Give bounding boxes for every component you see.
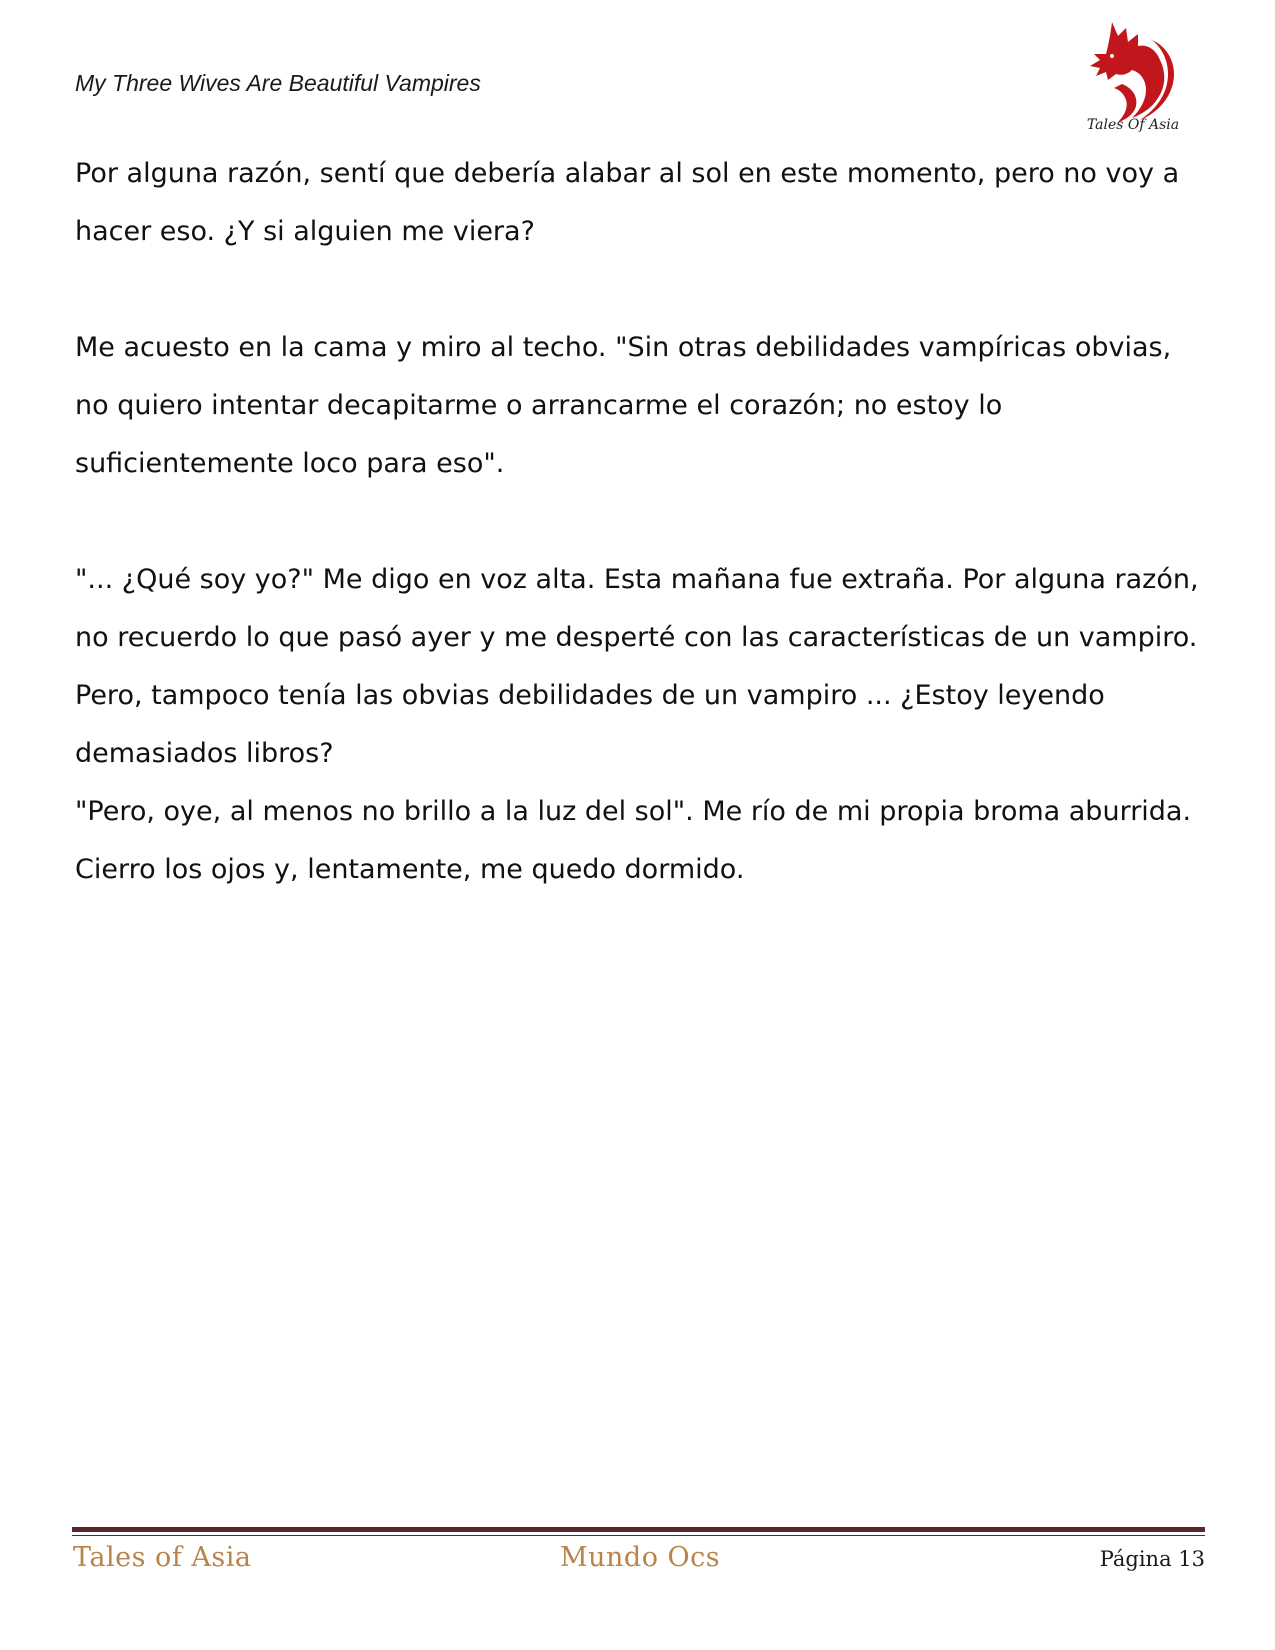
book-title: My Three Wives Are Beautiful Vampires xyxy=(75,70,481,96)
footer-rule-thin xyxy=(72,1535,1205,1536)
footer-publisher: Tales of Asia xyxy=(73,1542,252,1573)
paragraph-spacer xyxy=(75,261,1205,319)
paragraph-spacer xyxy=(75,493,1205,551)
paragraph: "Pero, oye, al menos no brillo a la luz del sol". Me río de mi propia broma aburrida. Cierro los ojos y, lentamente, me quedo dormido. xyxy=(75,796,1192,885)
paragraph: "... ¿Qué soy yo?" Me digo en voz alta. Esta mañana fue extraña. Por alguna razón, no recuerdo lo que pasó ayer y me desperté con las características de un vampiro. Pero, tampoco tenía las obvias debilidades de un vampiro ... ¿Estoy leyendo demasiados libros? xyxy=(75,564,1199,769)
footer-translator: Mundo Ocs xyxy=(560,1542,721,1573)
paragraph: Por alguna razón, sentí que debería alabar al sol en este momento, pero no voy a hacer eso. ¿Y si alguien me viera? xyxy=(75,158,1180,247)
logo-caption: Tales Of Asia xyxy=(1086,117,1180,133)
paragraph: Me acuesto en la cama y miro al techo. "Sin otras debilidades vampíricas obvias, no quiero intentar decapitarme o arrancarme el corazón; no estoy lo suficientemente loco para eso". xyxy=(75,332,1172,479)
document-body xyxy=(75,145,1205,899)
page-number: Página 13 xyxy=(1099,1547,1205,1571)
footer-rule xyxy=(72,1527,1205,1532)
